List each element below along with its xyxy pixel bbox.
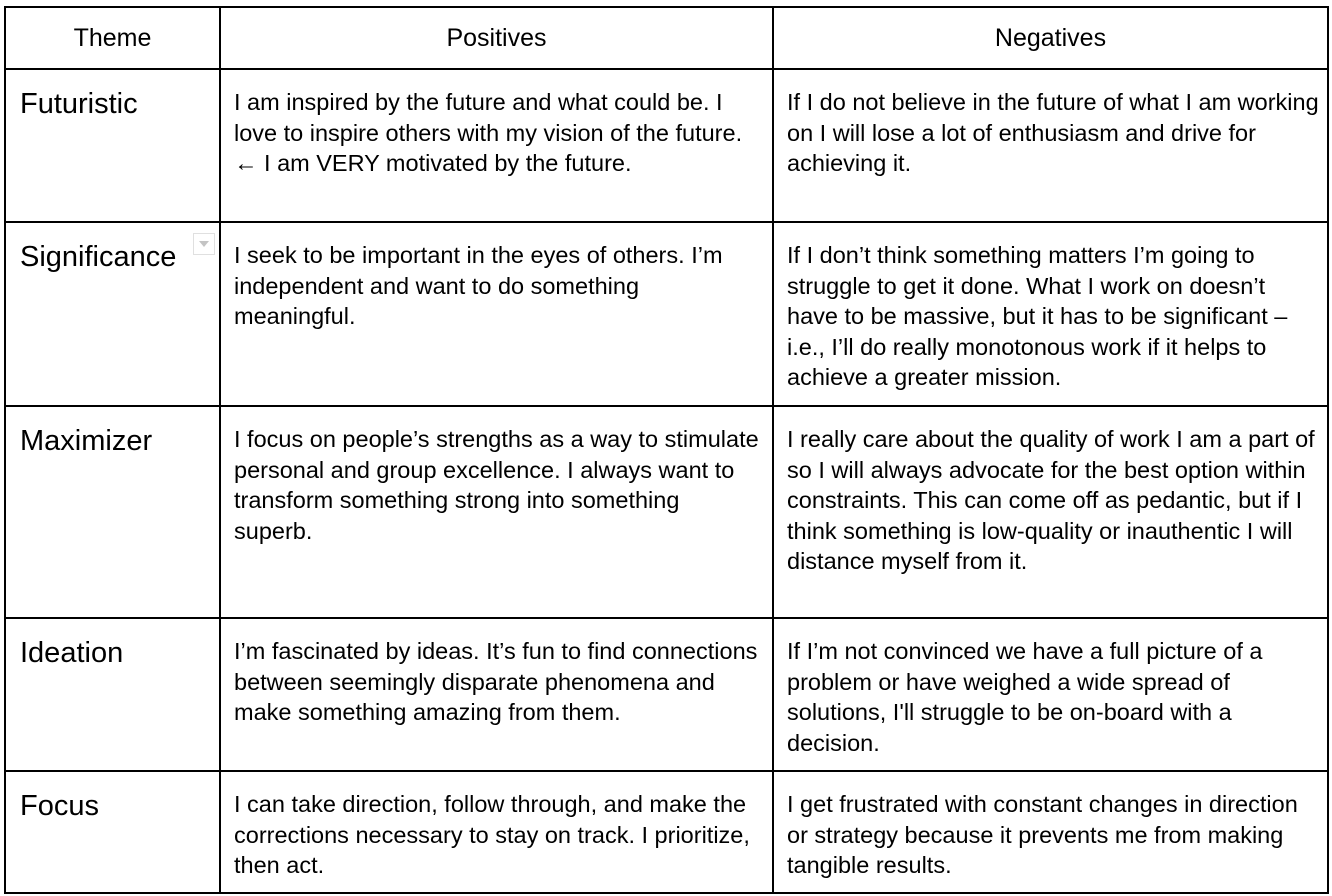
negatives-cell[interactable]: I really care about the quality of work I am a part of so I will always advocate for the best option within constraints. This can come off as pedantic, but if I think something is low-quality or inauthentic I will distance myself from it. xyxy=(773,406,1328,618)
table-header-row xyxy=(5,7,1328,69)
dropdown-arrow-icon[interactable] xyxy=(193,233,215,255)
negatives-cell[interactable]: I get frustrated with constant changes in direction or strategy because it prevents me from making tangible results. xyxy=(773,771,1328,893)
theme-cell[interactable] xyxy=(5,222,220,406)
positives-cell[interactable]: I am inspired by the future and what could be. I love to inspire others with my vision of the future. ← I am VERY motivated by the future. xyxy=(220,69,773,222)
theme-cell[interactable] xyxy=(5,69,220,222)
theme-label: Focus xyxy=(20,790,99,822)
positives-cell[interactable]: I seek to be important in the eyes of others. I’m independent and want to do something meaningful. xyxy=(220,222,773,406)
table-row xyxy=(5,69,1328,222)
positives-cell[interactable]: I focus on people’s strengths as a way to stimulate personal and group excellence. I always want to transform something strong into something superb. xyxy=(220,406,773,618)
negatives-cell[interactable]: If I do not believe in the future of what I am working on I will lose a lot of enthusiasm and drive for achieving it. xyxy=(773,69,1328,222)
theme-label: Ideation xyxy=(20,637,124,669)
theme-label: Futuristic xyxy=(20,88,138,120)
header-theme: Theme xyxy=(5,7,220,69)
header-positives: Positives xyxy=(220,7,773,69)
theme-cell[interactable] xyxy=(5,618,220,771)
theme-label: Maximizer xyxy=(20,425,153,457)
theme-cell[interactable] xyxy=(5,406,220,618)
strengths-table xyxy=(4,6,1329,894)
table-row xyxy=(5,222,1328,406)
table-row xyxy=(5,771,1328,893)
table-row xyxy=(5,618,1328,771)
theme-cell[interactable] xyxy=(5,771,220,893)
positives-cell[interactable]: I can take direction, follow through, and make the corrections necessary to stay on track. I prioritize, then act. xyxy=(220,771,773,893)
theme-label: Significance xyxy=(20,241,177,273)
negatives-cell[interactable]: If I’m not convinced we have a full picture of a problem or have weighed a wide spread of solutions, I'll struggle to be on-board with a decision. xyxy=(773,618,1328,771)
negatives-cell[interactable]: If I don’t think something matters I’m going to struggle to get it done. What I work on doesn’t have to be massive, but it has to be significant – i.e., I’ll do really monotonous work if it helps to achieve a greater mission. xyxy=(773,222,1328,406)
table-row xyxy=(5,406,1328,618)
positives-cell[interactable]: I’m fascinated by ideas. It’s fun to find connections between seemingly disparate phenomena and make something amazing from them. xyxy=(220,618,773,771)
header-negatives: Negatives xyxy=(773,7,1328,69)
